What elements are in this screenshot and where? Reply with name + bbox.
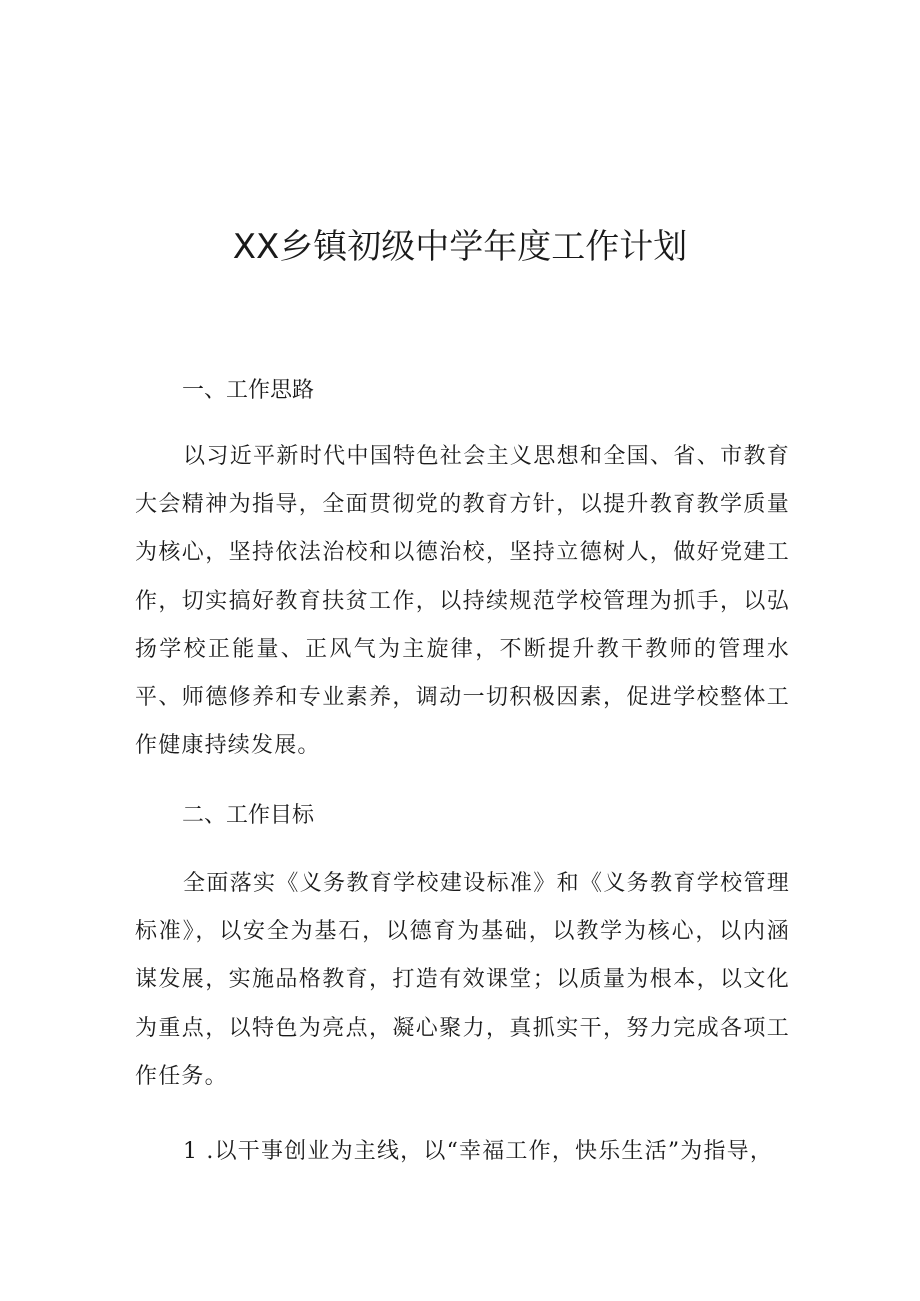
document-title: XX乡镇初级中学年度工作计划 xyxy=(232,227,688,267)
section-heading-work-ideas: 一、工作思路 xyxy=(182,378,315,403)
section-paragraph-work-ideas: 以习近平新时代中国特色社会主义思想和全国、省、市教育大会精神为指导，全面贯彻党的教育方针，以提升教育教学质量为核心，坚持依法治校和以德治校，坚持立德树人，做好党建工作，切实搞好教育扶贫工作，以持续规范学校管理为抓手，以弘扬学校正能量、正风气为主旋律，不断提升教干教师的管理水平、师德修养和专业素养，调动一切积极因素，促进学校整体工作健康持续发展。 xyxy=(135,444,790,759)
section-paragraph-work-goals: 全面落实《义务教育学校建设标准》和《义务教育学校管理标准》，以安全为基石，以德育为基础，以教学为核心，以内涵谋发展，实施品格教育，打造有效课堂；以质量为根本，以文化为重点，以特色为亮点，凝心聚力，真抓实干，努力完成各项工作任务。 xyxy=(135,871,790,1089)
section-heading-work-goals: 二、工作目标 xyxy=(182,803,315,828)
list-item-1: 1 .以干事创业为主线，以“幸福工作，快乐生活”为指导， xyxy=(183,1139,774,1164)
